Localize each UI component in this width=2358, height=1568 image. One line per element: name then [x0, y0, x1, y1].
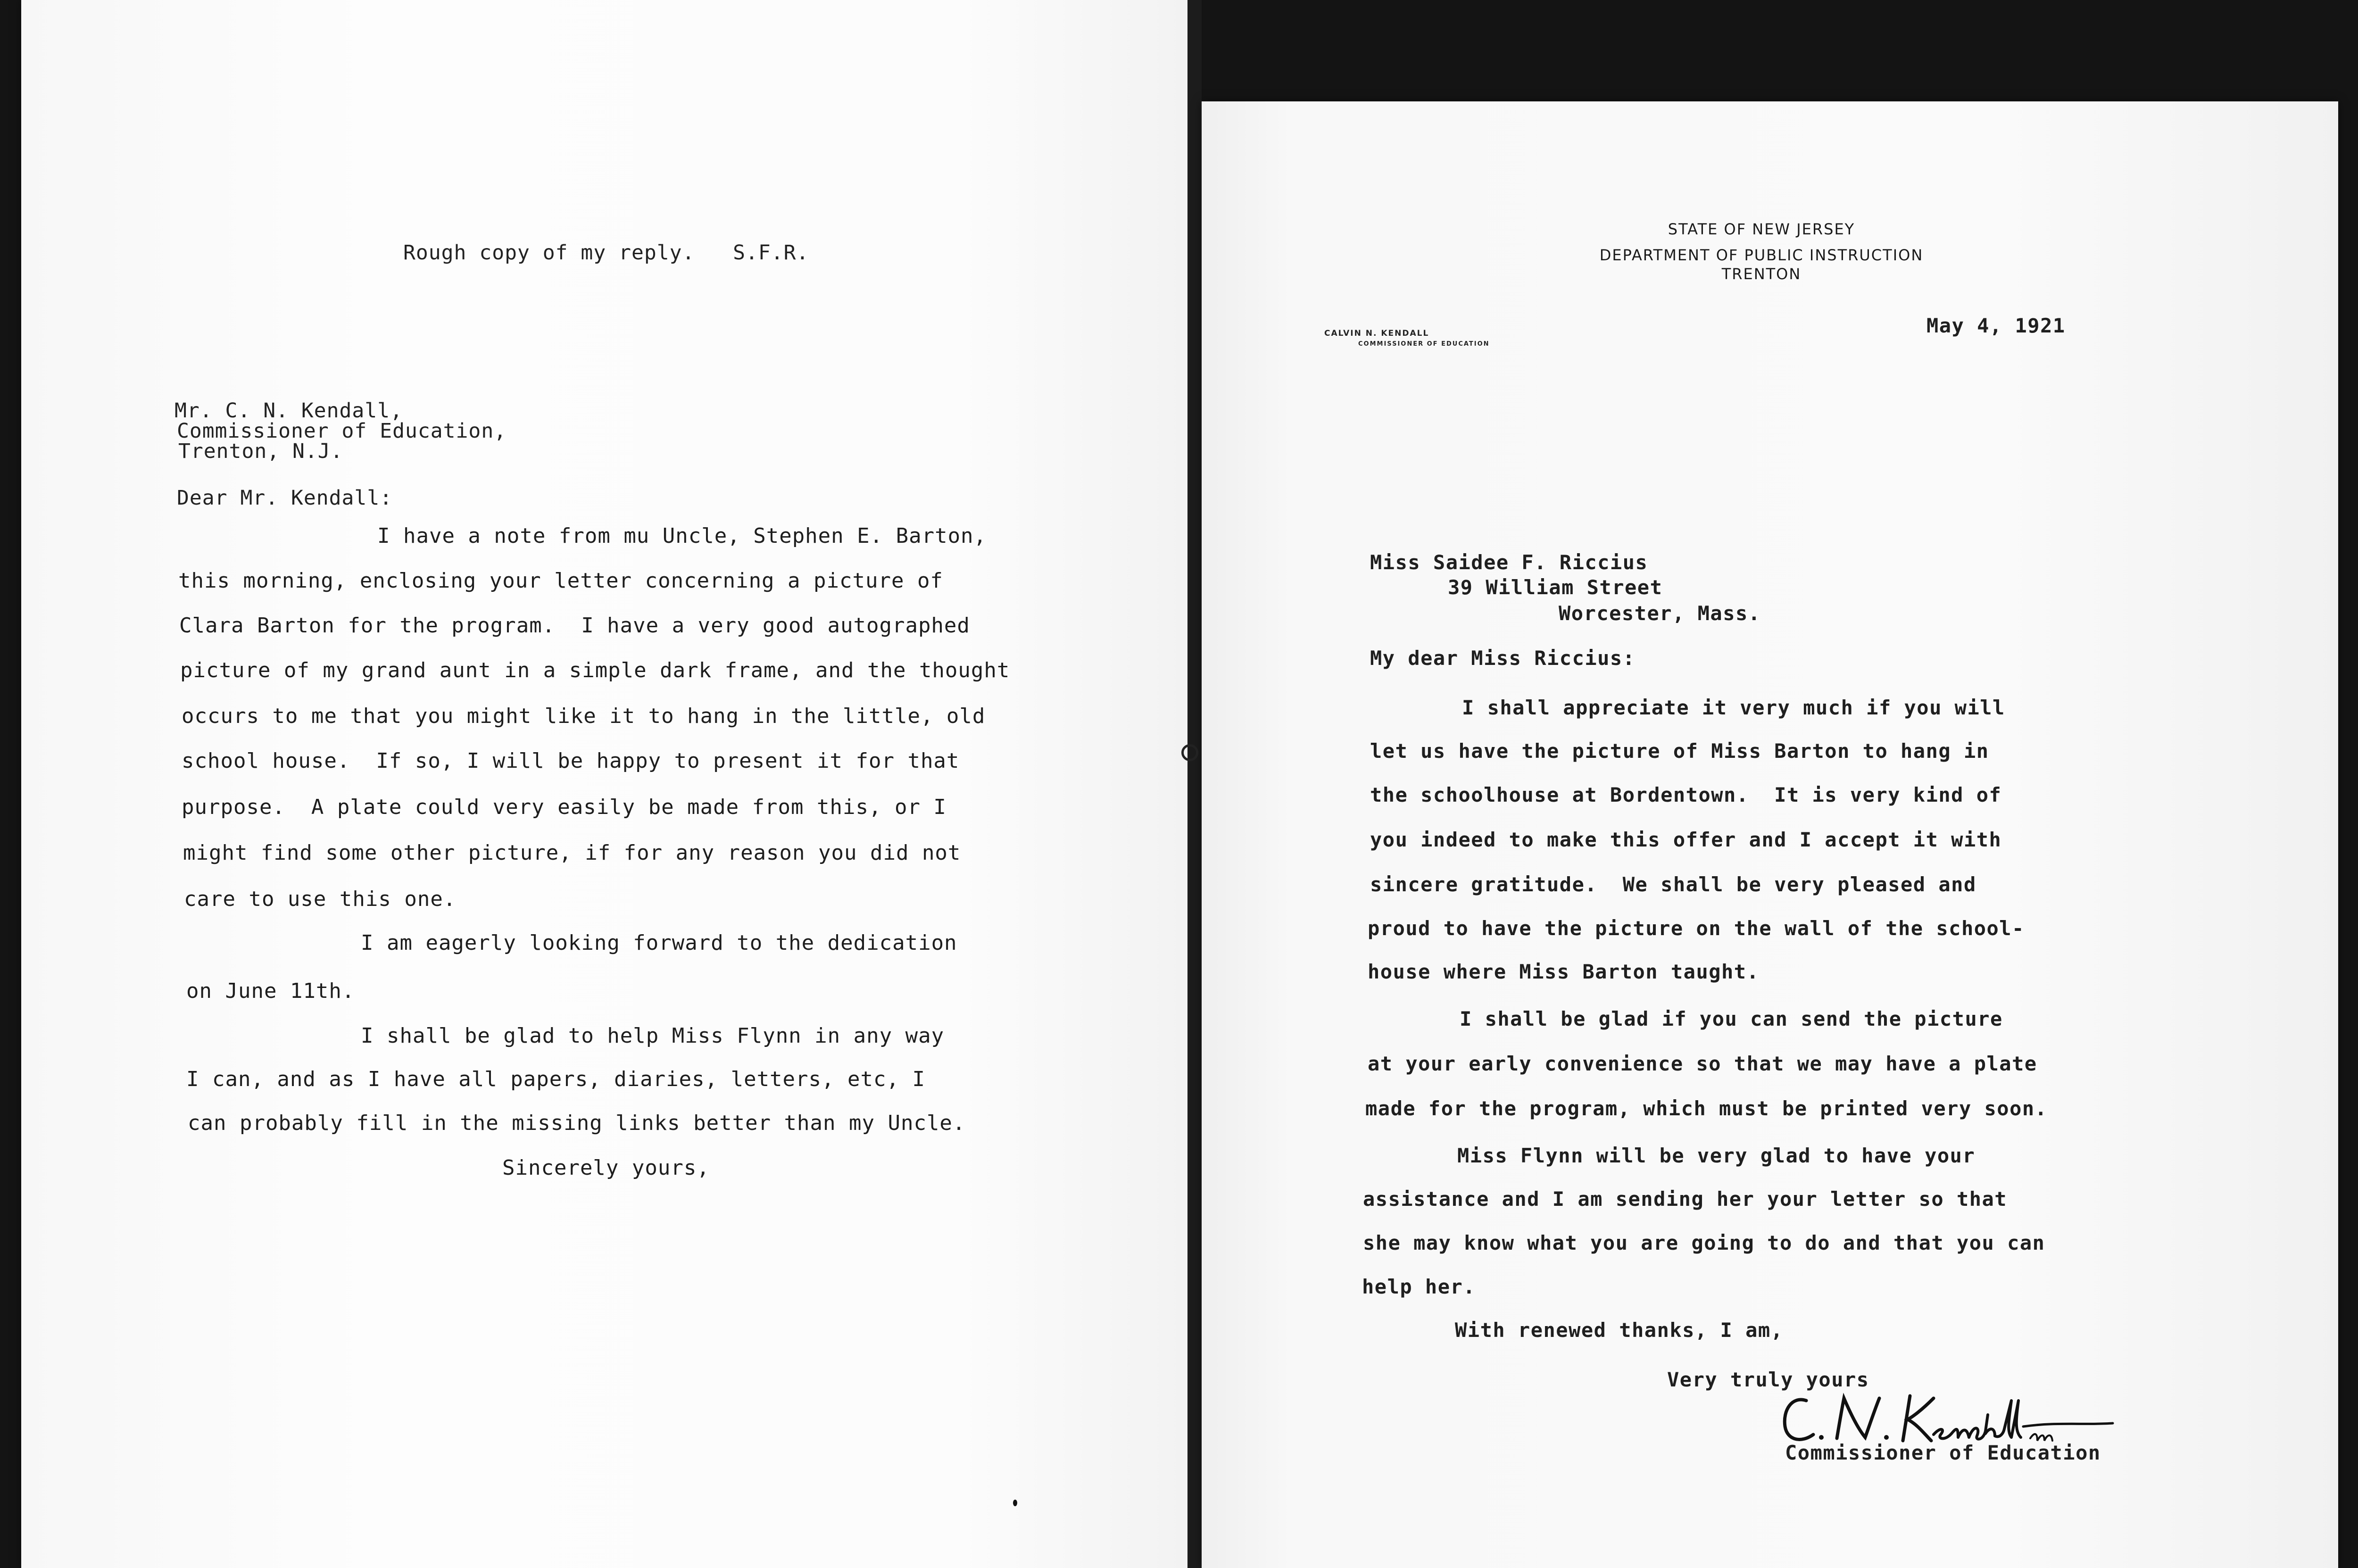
left-closing: Sincerely yours,: [502, 1156, 710, 1180]
right-address-line: Miss Saidee F. Riccius: [1370, 551, 1648, 574]
letterhead-city: TRENTON: [1721, 265, 1802, 283]
right-salutation: My dear Miss Riccius:: [1370, 647, 1636, 670]
left-body-line: occurs to me that you might like it to hang in the little, old: [182, 704, 986, 728]
left-body-line: Clara Barton for the program. I have a very good autographed: [179, 614, 970, 638]
letterhead-department: DEPARTMENT OF PUBLIC INSTRUCTION: [1599, 246, 1924, 264]
left-body-line: purpose. A plate could very easily be made from this, or I: [182, 795, 947, 819]
left-address-line: Commissioner of Education,: [177, 419, 507, 443]
left-body-line: I can, and as I have all papers, diaries, letters, etc, I: [186, 1067, 925, 1091]
letterhead-commissioner-name: CALVIN N. KENDALL: [1324, 329, 1429, 338]
right-address-line: Worcester, Mass.: [1559, 602, 1761, 625]
right-body-line: I shall be glad if you can send the picture: [1460, 1007, 2003, 1030]
left-body-line: I shall be glad to help Miss Flynn in any way: [361, 1024, 945, 1048]
right-body-line: help her.: [1362, 1275, 1476, 1298]
left-salutation: Dear Mr. Kendall:: [177, 486, 393, 510]
punch-hole-mark: [1181, 744, 1198, 761]
left-body-line: can probably fill in the missing links better than my Uncle.: [188, 1111, 966, 1135]
right-address-line: 39 William Street: [1448, 576, 1663, 599]
letter-date: May 4, 1921: [1926, 314, 2066, 337]
left-body-line: I am eagerly looking forward to the dedication: [361, 931, 957, 955]
letterhead-commissioner-title: COMMISSIONER OF EDUCATION: [1358, 340, 1490, 348]
right-body-line: made for the program, which must be printed very soon.: [1365, 1097, 2048, 1120]
letterhead-state: STATE OF NEW JERSEY: [1668, 220, 1855, 238]
right-body-line: you indeed to make this offer and I accept it with: [1370, 828, 2002, 851]
right-closing: Very truly yours: [1667, 1368, 1869, 1391]
right-body-line: let us have the picture of Miss Barton to hang in: [1370, 739, 1989, 763]
right-body-line: sincere gratitude. We shall be very pleased and: [1370, 873, 1976, 896]
left-address-line: Trenton, N.J.: [178, 440, 343, 463]
left-body-line: care to use this one.: [184, 887, 457, 911]
left-body-line: I have a note from mu Uncle, Stephen E. Barton,: [377, 524, 987, 548]
left-body-line: picture of my grand aunt in a simple dark frame, and the thought: [180, 658, 1010, 682]
right-body-line: Miss Flynn will be very glad to have your: [1457, 1144, 1976, 1167]
right-body-line: at your early convenience so that we may have a plate: [1368, 1052, 2037, 1075]
left-address-line: Mr. C. N. Kendall,: [174, 399, 403, 423]
right-body-line: With renewed thanks, I am,: [1455, 1319, 1784, 1342]
left-body-line: on June 11th.: [186, 979, 355, 1003]
left-body-line: school house. If so, I will be happy to present it for that: [182, 749, 960, 773]
right-body-line: proud to have the picture on the wall of the school-: [1368, 917, 2025, 940]
left-letter-header: Rough copy of my reply. S.F.R.: [403, 241, 809, 265]
signer-title: Commissioner of Education: [1785, 1441, 2101, 1464]
right-body-line: the schoolhouse at Bordentown. It is very kind of: [1370, 783, 2002, 806]
paper-speck: [1013, 1500, 1017, 1506]
right-body-line: assistance and I am sending her your letter so that: [1363, 1187, 2008, 1211]
left-body-line: this morning, enclosing your letter concerning a picture of: [178, 569, 943, 593]
left-body-line: might find some other picture, if for any reason you did not: [183, 841, 961, 865]
right-body-line: house where Miss Barton taught.: [1368, 960, 1760, 983]
left-letter-page: [21, 0, 1190, 1568]
page-gap: [1187, 0, 1202, 1568]
right-body-line: I shall appreciate it very much if you will: [1462, 696, 2005, 719]
right-body-line: she may know what you are going to do and that you can: [1363, 1231, 2045, 1254]
